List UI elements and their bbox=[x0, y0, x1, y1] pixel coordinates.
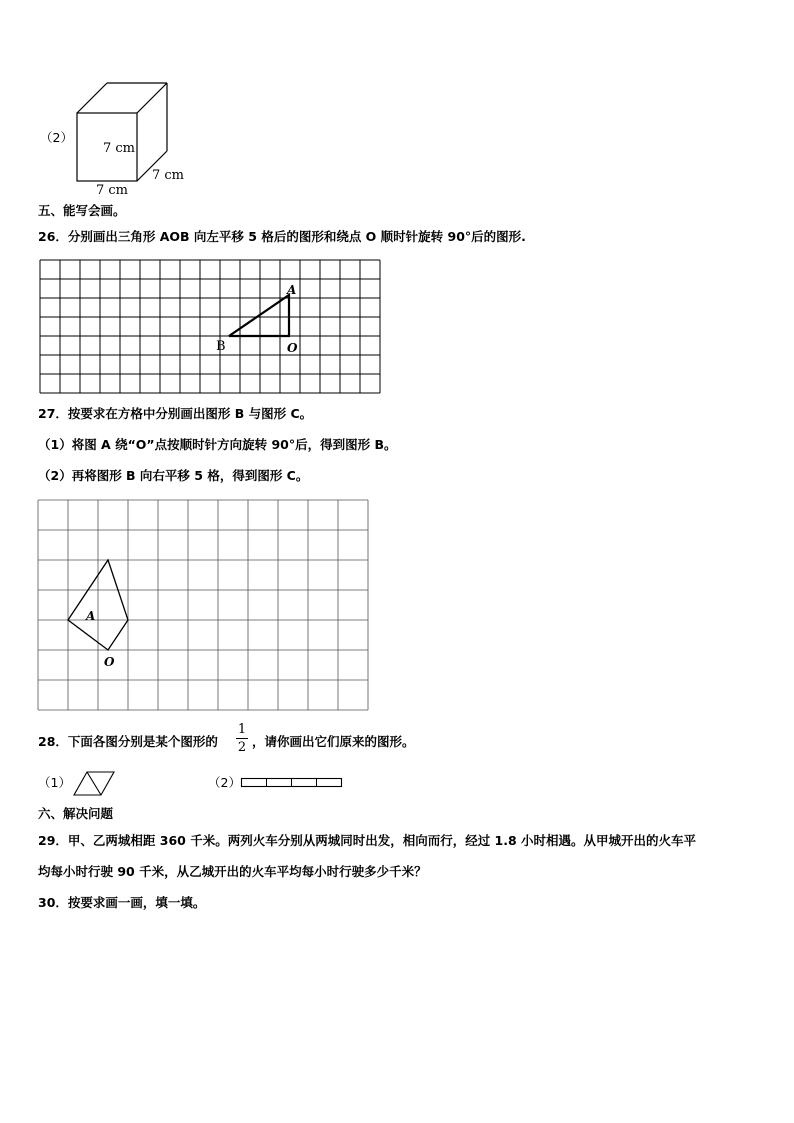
section5-title: 五、能写会画。 bbox=[38, 203, 126, 218]
q28-text-after: ，请你画出它们原来的图形。 bbox=[252, 734, 415, 749]
cube-depth-label: 7 cm bbox=[152, 168, 185, 183]
strip-figure bbox=[240, 777, 344, 789]
parallelogram-figure bbox=[70, 770, 120, 798]
q26-label-a: A bbox=[287, 283, 297, 297]
q27-label-o: O bbox=[104, 655, 115, 669]
cube-width-label: 7 cm bbox=[96, 183, 129, 198]
fraction-denominator: 2 bbox=[237, 740, 247, 755]
q27-text: 27．按要求在方格中分别画出图形 B 与图形 C。 bbox=[38, 406, 313, 421]
cube-height-label: 7 cm bbox=[103, 141, 136, 156]
q28-fraction bbox=[235, 722, 249, 755]
fraction-numerator: 1 bbox=[237, 722, 247, 737]
q29-line2: 均每小时行驶 90 千米，从乙城开出的火车平均每小时行驶多少千米？ bbox=[38, 864, 427, 879]
q27-grid bbox=[37, 499, 373, 714]
q29-line1: 29．甲、乙两城相距 360 千米。两列火车分别从两城同时出发，相向而行，经过 1.8 小时相遇。从甲城开出的火车平 bbox=[38, 833, 697, 848]
q25-part2-label: （2） bbox=[40, 130, 73, 145]
q26-label-b: B bbox=[216, 339, 226, 354]
q27-label-a: A bbox=[86, 609, 96, 623]
q28-part2-label: （2） bbox=[208, 775, 241, 790]
q28-part1-label: （1） bbox=[38, 775, 71, 790]
section6-title: 六、解决问题 bbox=[38, 806, 114, 821]
q27-step2: （2）再将图形 B 向右平移 5 格，得到图形 C。 bbox=[38, 468, 309, 483]
fraction-bar bbox=[236, 738, 248, 739]
q28-text-before: 28．下面各图分别是某个图形的 bbox=[38, 734, 218, 749]
q30-text: 30．按要求画一画，填一填。 bbox=[38, 895, 206, 910]
q26-text: 26．分别画出三角形 AOB 向左平移 5 格后的图形和绕点 O 顺时针旋转 90°后的图形. bbox=[38, 229, 526, 244]
q26-label-o: O bbox=[287, 341, 298, 355]
q26-grid bbox=[39, 259, 383, 394]
q27-step1: （1）将图 A 绕“O”点按顺时针方向旋转 90°后，得到图形 B。 bbox=[38, 437, 397, 452]
